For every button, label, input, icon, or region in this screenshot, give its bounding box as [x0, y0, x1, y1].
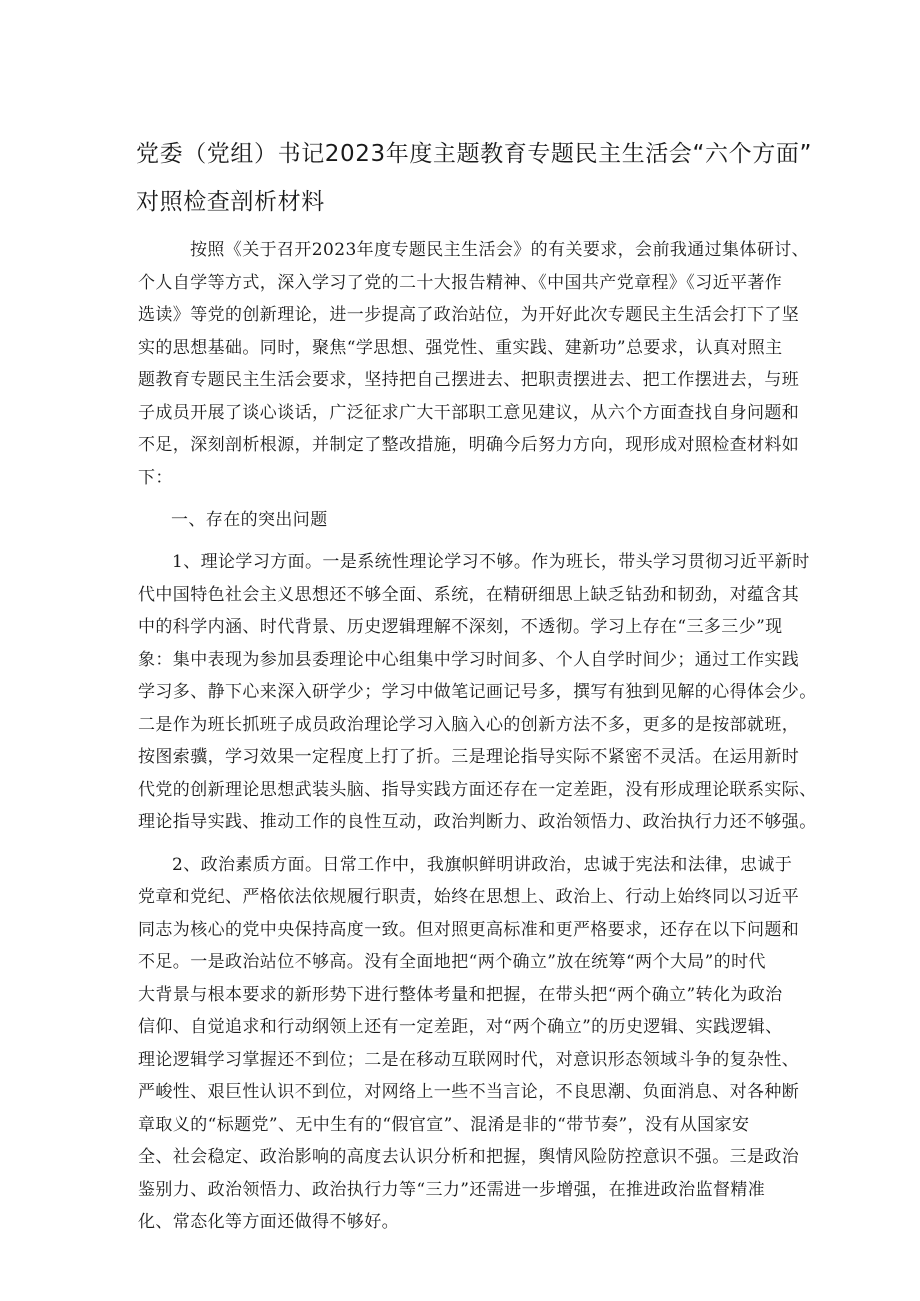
text-line: 同志为核心的党中央保持高度一致。但对照更高标准和更严格要求，还存在以下问题和	[138, 919, 800, 940]
text-line: 不足，深刻剖析根源，并制定了整改措施，明确今后努力方向，现形成对照检查材料如	[138, 435, 800, 455]
text-line: 党章和党纪、严格依法依规履行职责，始终在思想上、政治上、行动上始终同以习近平	[138, 887, 800, 907]
intro-paragraph	[138, 234, 810, 494]
text-line: 鉴别力、政治领悟力、政治执行力等“三力”还需进一步增强，在推进政治监督精准	[138, 1179, 766, 1200]
text-line: 学习多、静下心来深入研学少；学习中做笔记画记号多，撰写有独到见解的心得体会少。	[138, 682, 817, 702]
text-line: 二是作为班长抓班子成员政治理论学习入脑入心的创新方法不多，更多的是按部就班，	[138, 714, 800, 735]
section-heading: 一、存在的突出问题	[171, 510, 328, 530]
text-line: 大背景与根本要求的新形势下进行整体考量和把握，在带头把“两个确立”转化为政治	[138, 984, 783, 1005]
text-line: 1、理论学习方面。一是系统性理论学习不够。作为班长，带头学习贯彻习近平新时	[172, 552, 810, 572]
text-line: 选读》等党的创新理论，进一步提高了政治站位，为开好此次专题民主生活会打下了坚	[138, 305, 800, 325]
text-line: 化、常态化等方面还做得不够好。	[138, 1212, 399, 1232]
text-line: 理论逻辑学习掌握还不到位；二是在移动互联网时代，对意识形态领域斗争的复杂性、	[138, 1049, 800, 1070]
text-line: 严峻性、艰巨性认识不到位，对网络上一些不当言论，不良思潮、负面消息、对各种断	[138, 1082, 800, 1102]
text-line: 2、政治素质方面。日常工作中，我旗帜鲜明讲政治，忠诚于宪法和法律，忠诚于	[172, 854, 793, 875]
text-line: 实的思想基础。同时，聚焦“学思想、强党性、重实践、建新功”总要求，认真对照主	[138, 337, 783, 358]
text-line: 象：集中表现为参加县委理论中心组集中学习时间多、个人自学时间少；通过工作实践	[138, 649, 800, 670]
text-line: 理论指导实践、推动工作的良性互动，政治判断力、政治领悟力、政治执行力还不够强。	[138, 812, 817, 832]
text-line: 信仰、自觉追求和行动纲领上还有一定差距，对“两个确立”的历史逻辑、实践逻辑、	[138, 1017, 783, 1037]
document-title-line-2: 对照检查剖析材料	[136, 189, 325, 215]
paragraph-theory-study	[138, 546, 817, 839]
text-line: 按图索骥，学习效果一定程度上打了折。三是理论指导实际不紧密不灵活。在运用新时	[138, 747, 800, 767]
text-line: 不足。一是政治站位不够高。没有全面地把“两个确立”放在统筹“两个大局”的时代	[138, 952, 766, 972]
document-body	[138, 234, 817, 1249]
text-line: 代党的创新理论思想武装头脑、指导实践方面还存在一定差距，没有形成理论联系实际、	[138, 779, 817, 800]
text-line: 全、社会稳定、政治影响的高度去认识分析和把握，舆情风险防控意识不强。三是政治	[138, 1147, 800, 1167]
text-line: 章取义的“标题党”、无中生有的“假官宣”、混淆是非的“带节奏”，没有从国家安	[138, 1114, 750, 1135]
text-line: 中的科学内涵、时代背景、历史逻辑理解不深刻，不透彻。学习上存在“三多三少”现	[138, 617, 783, 637]
text-line: 题教育专题民主生活会要求，坚持把自己摆进去、把职责摆进去、把工作摆进去，与班	[138, 370, 800, 390]
document-title-line-1: 党委（党组）书记2023年度主题教育专题民主生活会“六个方面”	[136, 141, 812, 167]
paragraph-political-quality	[138, 849, 810, 1239]
text-line: 个人自学等方式，深入学习了党的二十大报告精神、《中国共产党章程》《习近平著作	[138, 272, 783, 293]
text-line: 下：	[138, 467, 173, 488]
text-line: 按照《关于召开2023年度专题民主生活会》的有关要求，会前我通过集体研讨、	[190, 240, 810, 260]
text-line: 子成员开展了谈心谈话，广泛征求广大干部职工意见建议，从六个方面查找自身问题和	[138, 402, 800, 423]
text-line: 代中国特色社会主义思想还不够全面、系统，在精研细思上缺乏钻劲和韧劲，对蕴含其	[138, 584, 800, 605]
